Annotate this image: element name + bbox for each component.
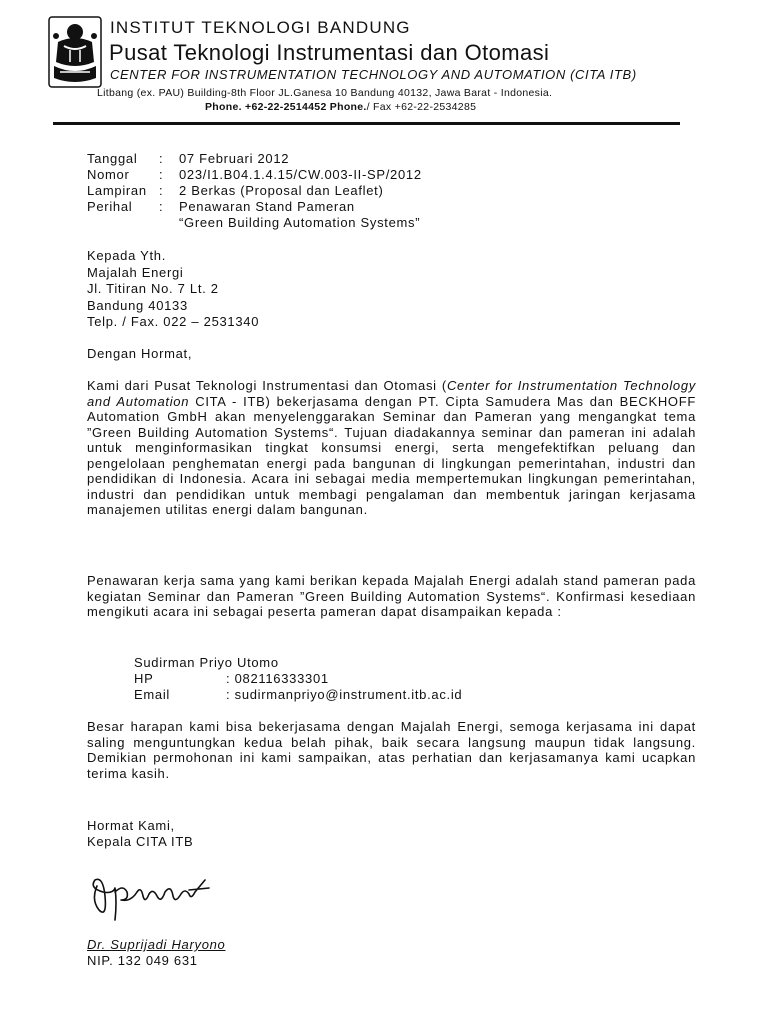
meta-row-number	[87, 167, 422, 183]
contact-hp-value: : 082116333301	[226, 671, 329, 686]
paragraph-text: CITA - ITB) bekerjasama dengan PT. Cipta Samudera Mas dan BECKHOFF Automation GmbH akan menyelenggarakan Seminar dan Pameran yang mengangkat tema ”Green Building Automation Systems“. Tujuan diadakannya seminar dan pameran ini adalah untuk menginformasikan tingkat konsumsi energi, serta mengefektifkan peluang dan pengelolaan penghematan energi pada bangunan di lingkungan pemerintahan, industri dan pendidikan di Indonesia. Acara ini sebagai media mempertemukan lingkungan pemerintahan, industri dan pendidikan untuk membagi pengalaman dan membentuk jaringan kerjasama manajemen utilitas energi dalam bangunan.	[87, 393, 696, 517]
recipient-line: Jl. Titiran No. 7 Lt. 2	[87, 281, 219, 296]
recipient-line: Kepada Yth.	[87, 248, 167, 263]
meta-colon: :	[159, 151, 164, 166]
recipient-line: Telp. / Fax. 022 – 2531340	[87, 314, 260, 329]
meta-row-attachment	[87, 183, 422, 199]
meta-row-subject	[87, 199, 422, 215]
meta-value: 07 Februari 2012	[179, 151, 290, 166]
phone-bold: Phone. +62-22-2514452 Phone.	[205, 101, 367, 113]
contact-hp-row	[134, 671, 462, 687]
meta-value: 2 Berkas (Proposal dan Leaflet)	[179, 183, 384, 198]
meta-row-date	[87, 151, 422, 167]
letterhead-divider	[53, 122, 680, 125]
paragraph-italic-text: Center for Instrumentation Technology and Automation	[87, 378, 696, 409]
contact-email-row	[134, 687, 462, 703]
meta-value: Penawaran Stand Pameran	[179, 199, 355, 214]
contact-block	[134, 655, 462, 703]
letter-meta	[87, 151, 422, 231]
contact-hp-label: HP	[134, 671, 154, 686]
closing-line: Kepala CITA ITB	[87, 834, 194, 849]
meta-label: Nomor	[87, 167, 130, 182]
subject-continuation: “Green Building Automation Systems”	[179, 215, 421, 230]
phone-fax: / Fax +62-22-2534285	[366, 101, 477, 113]
body-paragraph-2: Penawaran kerja sama yang kami berikan kepada Majalah Energi adalah stand pameran pada kegiatan Seminar dan Pameran ”Green Building Automation Systems“. Konfirmasi kesediaan mengikuti acara ini sebagai peserta pameran dapat disampaikan kepada :	[87, 573, 696, 619]
meta-label: Lampiran	[87, 183, 147, 198]
ganesha-logo-icon	[48, 16, 102, 88]
recipient-block	[87, 248, 259, 331]
handwritten-signature	[85, 866, 215, 924]
center-name: Pusat Teknologi Instrumentasi dan Otomasi	[109, 40, 550, 65]
closing-line: Hormat Kami,	[87, 818, 175, 833]
meta-value: 023/I1.B04.1.4.15/CW.003-II-SP/2012	[179, 167, 422, 182]
institution-name: INSTITUT TEKNOLOGI BANDUNG	[110, 18, 411, 37]
signer-block	[87, 937, 226, 969]
letterhead-phone	[205, 101, 476, 113]
body-paragraph-1	[87, 378, 696, 518]
body-paragraph-3: Besar harapan kami bisa bekerjasama dengan Majalah Energi, semoga kerjasama ini dapat saling menguntungkan kedua belah pihak, baik secara langsung maupun tidak langsung. Demikian permohonan ini kami sampaikan, atas perhatian dan kerjasamanya kami ucapkan terima kasih.	[87, 719, 696, 781]
meta-colon: :	[159, 199, 164, 214]
letterhead-address: Litbang (ex. PAU) Building-8th Floor JL.Ganesa 10 Bandung 40132, Jawa Barat - Indonesia.	[97, 87, 553, 99]
meta-label: Tanggal	[87, 151, 138, 166]
contact-name: Sudirman Priyo Utomo	[134, 655, 279, 670]
contact-email-label: Email	[134, 687, 171, 702]
recipient-line: Majalah Energi	[87, 264, 184, 280]
greeting: Dengan Hormat,	[87, 346, 193, 361]
signer-nip: NIP. 132 049 631	[87, 953, 198, 968]
meta-colon: :	[159, 183, 164, 198]
meta-label: Perihal	[87, 199, 133, 214]
meta-colon: :	[159, 167, 164, 182]
closing-block	[87, 818, 193, 850]
recipient-line: Bandung 40133	[87, 297, 188, 313]
signer-name: Dr. Suprijadi Haryono	[87, 937, 226, 952]
contact-name-row	[134, 655, 462, 671]
center-name-english: CENTER FOR INSTRUMENTATION TECHNOLOGY AND AUTOMATION (CITA ITB)	[110, 67, 637, 82]
contact-email-value: : sudirmanpriyo@instrument.itb.ac.id	[226, 687, 463, 702]
paragraph-text: Kami dari Pusat Teknologi Instrumentasi dan Otomasi (	[87, 378, 447, 393]
